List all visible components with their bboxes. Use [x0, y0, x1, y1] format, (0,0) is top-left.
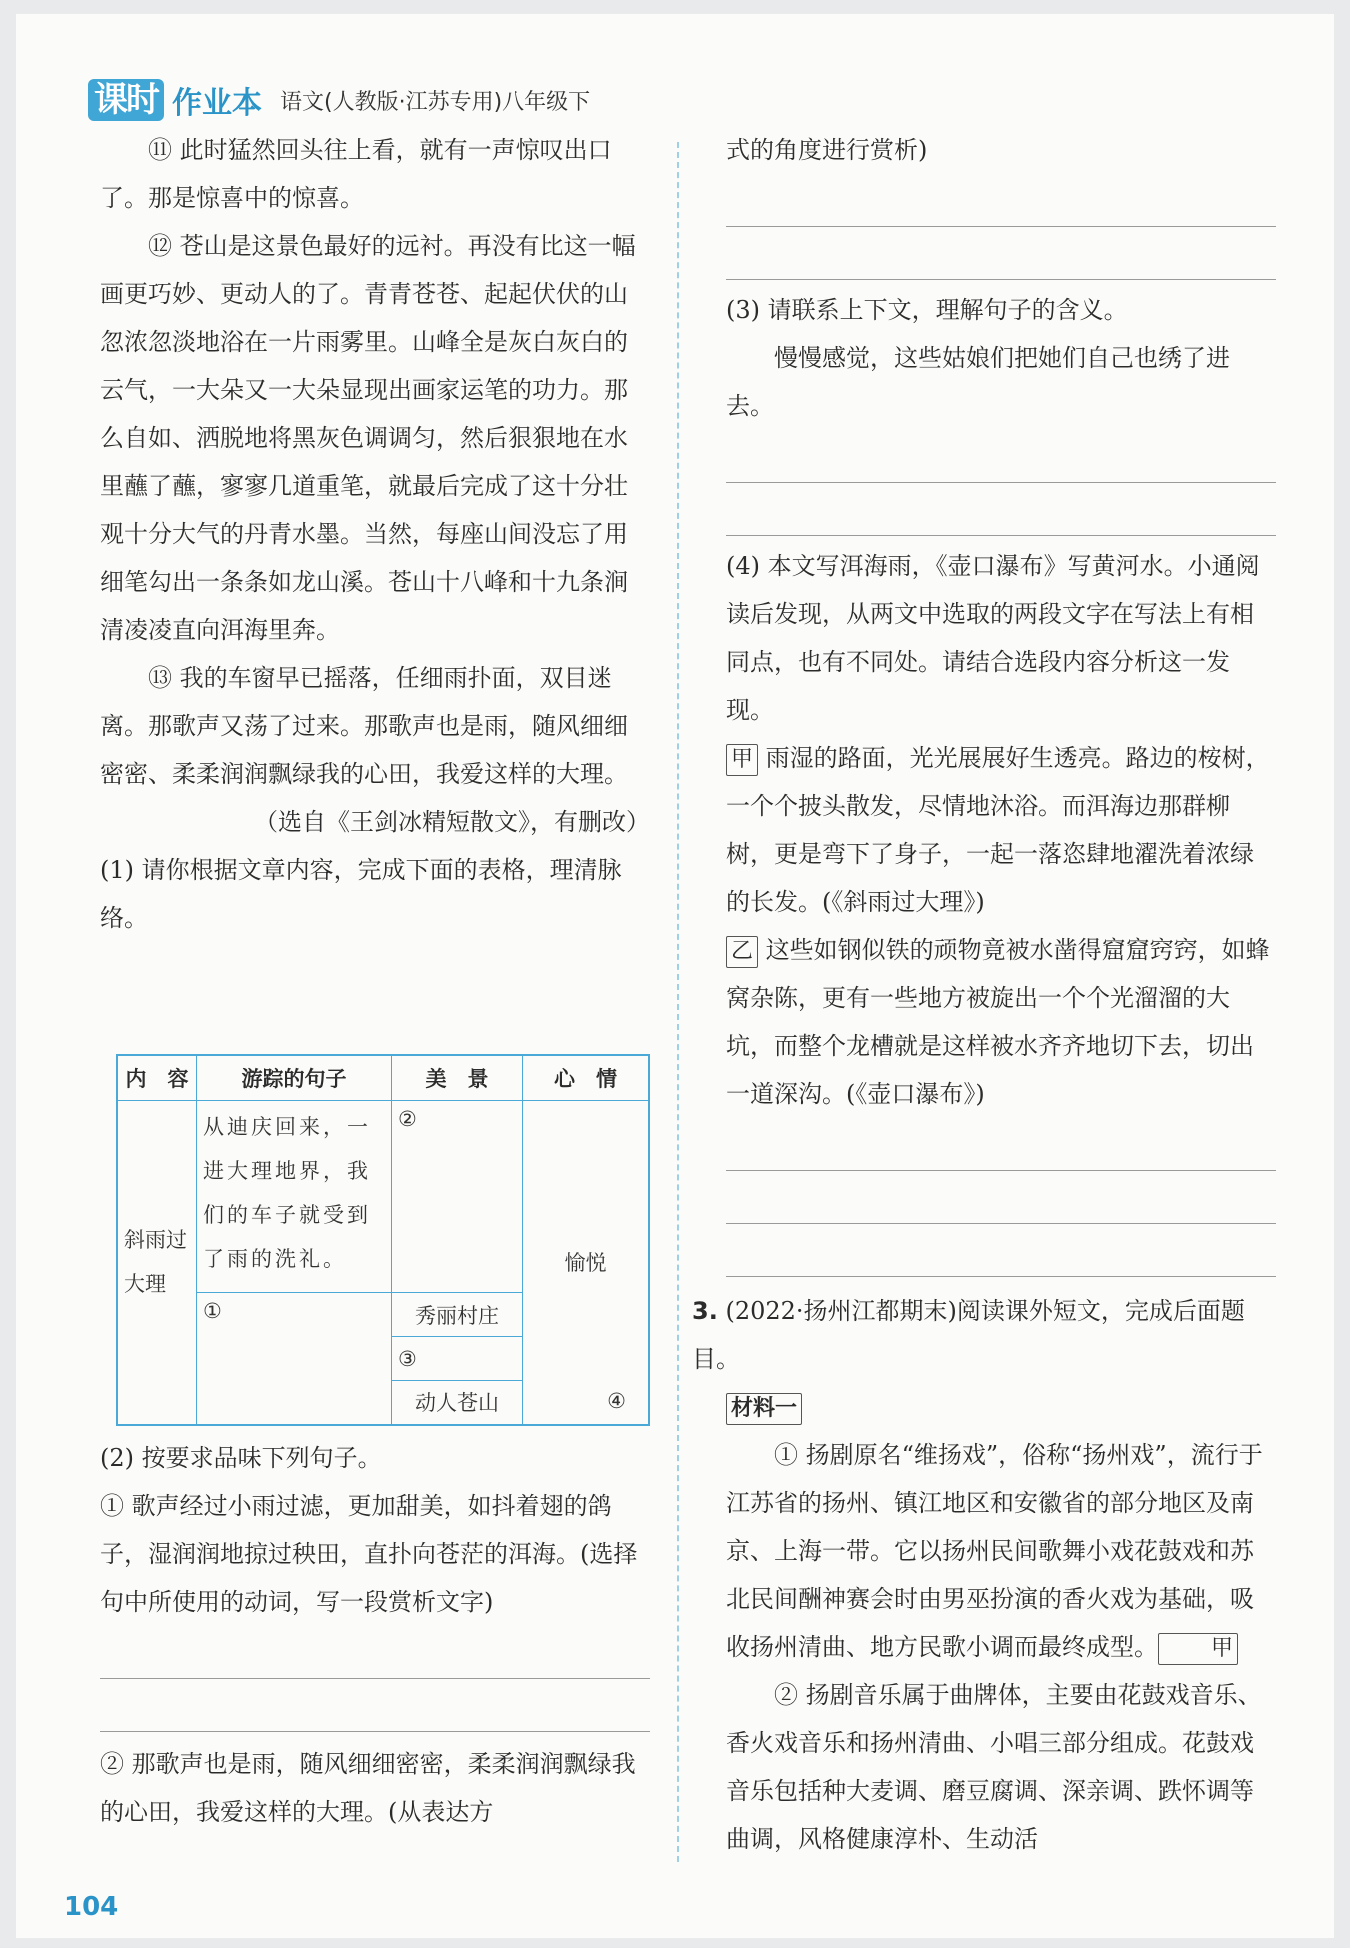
material-paragraph-1	[726, 1431, 1276, 1671]
answer-line[interactable]	[100, 1626, 650, 1679]
page-number: 104	[64, 1892, 119, 1922]
answer-line[interactable]	[726, 1171, 1276, 1224]
answer-line[interactable]	[726, 174, 1276, 227]
question-number: 3.	[692, 1297, 718, 1325]
question-2-1: ① 歌声经过小雨过滤，更加甜美，如抖着翅的鸽子，湿润润地掠过秧田，直扑向苍茫的洱海。(选择句中所使用的动词，写一段赏析文字)	[100, 1492, 638, 1616]
answer-line[interactable]	[726, 483, 1276, 536]
blank-3: ③	[392, 1337, 523, 1381]
paragraph-11: ⑪ 此时猛然回头往上看，就有一声惊叹出口了。那是惊喜中的惊喜。	[100, 136, 612, 212]
question-1: (1) 请你根据文章内容，完成下面的表格，理清脉络。	[100, 856, 622, 932]
logo-mark: 课时	[88, 79, 164, 121]
header-sentences: 游踪的句子	[197, 1055, 392, 1101]
paragraph-13: ⑬ 我的车窗早已摇落，任细雨扑面，双目迷离。那歌声又荡了过来。那歌声也是雨，随风细细密密、柔柔润润飘绿我的心田，我爱这样的大理。	[100, 664, 628, 788]
excerpt-jia	[726, 734, 1276, 926]
material-1-tag: 甲	[1158, 1633, 1238, 1665]
answer-line[interactable]	[726, 227, 1276, 280]
yi-text: 这些如钢似铁的顽物竟被水凿得窟窟窍窍，如蜂窝杂陈，更有一些地方被旋出一个个光溜溜的大坑，而整个龙槽就是这样被水齐齐地切下去，切出一道深沟。(《壶口瀑布》)	[726, 936, 1270, 1108]
question-4: (4) 本文写洱海雨，《壶口瀑布》写黄河水。小通阅读后发现，从两文中选取的两段文字在写法上有相同点，也有不同处。请结合选段内容分析这一发现。	[726, 552, 1260, 724]
cell-scene-mountain	[392, 1381, 626, 1425]
left-column	[100, 126, 650, 942]
jia-text: 雨湿的路面，光光展展好生透亮。路边的桉树，一个个披头散发，尽情地沐浴。而洱海边那群柳树，更是弯下了身子，一起一落恣肆地濯洗着浓绿的长发。	[726, 744, 1270, 916]
jia-label: 甲	[726, 744, 758, 776]
column-divider	[677, 142, 679, 1862]
question-2-2: ② 那歌声也是雨，随风细细密密，柔柔润润飘绿我的心田，我爱这样的大理。(从表达方	[100, 1750, 636, 1826]
material-label: 材料一	[726, 1393, 802, 1425]
material-paragraph-2: ② 扬剧音乐属于曲牌体，主要由花鼓戏音乐、香火戏音乐和扬州清曲、小唱三部分组成。花鼓戏音乐包括种大麦调、磨豆腐调、深亲调、跌怀调等曲调，风格健康淳朴、生动活	[726, 1681, 1262, 1853]
table-header-row	[117, 1055, 649, 1101]
textbook-page	[16, 14, 1334, 1938]
answer-line[interactable]	[726, 1224, 1276, 1277]
answer-line[interactable]	[726, 1118, 1276, 1171]
paragraph-12: ⑫ 苍山是这景色最好的远衬。再没有比这一幅画更巧妙、更动人的了。青青苍苍、起起伏伏的山忽浓忽淡地浴在一片雨雾里。山峰全是灰白灰白的云气，一大朵又一大朵显现出画家运笔的功力。那么自如、洒脱地将黑灰色调调匀，然后狠狠地在水里蘸了蘸，寥寥几道重笔，就最后完成了这十分壮观十分大气的丹青水墨。当然，每座山间没忘了用细笔勾出一条条如龙山溪。苍山十八峰和十九条涧清凌凌直向洱海里奔。	[100, 232, 636, 644]
brand-name: 作业本	[172, 86, 262, 121]
subject-title: 语文(人教版·江苏专用)八年级下	[280, 89, 591, 115]
scene-mountain-text: 动人苍山	[415, 1391, 499, 1416]
excerpt-yi	[726, 926, 1276, 1118]
material-heading	[726, 1383, 1276, 1431]
cell-scene-village: 秀丽村庄	[392, 1293, 523, 1337]
answer-line[interactable]	[726, 430, 1276, 483]
yi-label: 乙	[726, 936, 758, 968]
cell-content: 斜雨过大理	[117, 1101, 197, 1425]
cell-sentence-1: 从迪庆回来，一进大理地界，我们的车子就受到了雨的洗礼。	[197, 1101, 392, 1293]
table-row	[117, 1101, 649, 1293]
right-column	[692, 126, 1276, 1863]
question-2-2-continued: 式的角度进行赏析)	[726, 136, 928, 164]
question-intro-text: (2022·扬州江都期末)阅读课外短文，完成后面题目。	[692, 1297, 1245, 1373]
question-3-intro	[692, 1287, 1276, 1383]
page-header	[88, 78, 590, 122]
blank-1: ①	[197, 1293, 392, 1425]
left-column-lower	[100, 1434, 650, 1836]
cell-mood: 愉悦	[523, 1101, 650, 1425]
jia-source: (《斜雨过大理》)	[822, 888, 985, 916]
header-content: 内 容	[117, 1055, 197, 1101]
reading-table	[116, 1054, 650, 1426]
answer-line[interactable]	[100, 1679, 650, 1732]
header-mood: 心 情	[523, 1055, 650, 1101]
source-note: （选自《王剑冰精短散文》，有删改）	[254, 808, 650, 836]
material-1-text: ① 扬剧原名“维扬戏”，俗称“扬州戏”，流行于江苏省的扬州、镇江地区和安徽省的部分地区及南京、上海一带。它以扬州民间歌舞小戏花鼓戏和苏北民间酬神赛会时由男巫扮演的香火戏为基础，吸收扬州清曲、地方民歌小调而最终成型。	[726, 1441, 1263, 1661]
question-3-sentence: 慢慢感觉，这些姑娘们把她们自己也绣了进去。	[726, 344, 1230, 420]
brand-logo	[88, 78, 262, 122]
question-2: (2) 按要求品味下列句子。	[100, 1444, 382, 1472]
blank-4: ④	[607, 1389, 626, 1413]
header-scenery: 美 景	[392, 1055, 523, 1101]
blank-2: ②	[392, 1101, 523, 1293]
question-3: (3) 请联系上下文，理解句子的含义。	[726, 296, 1128, 324]
